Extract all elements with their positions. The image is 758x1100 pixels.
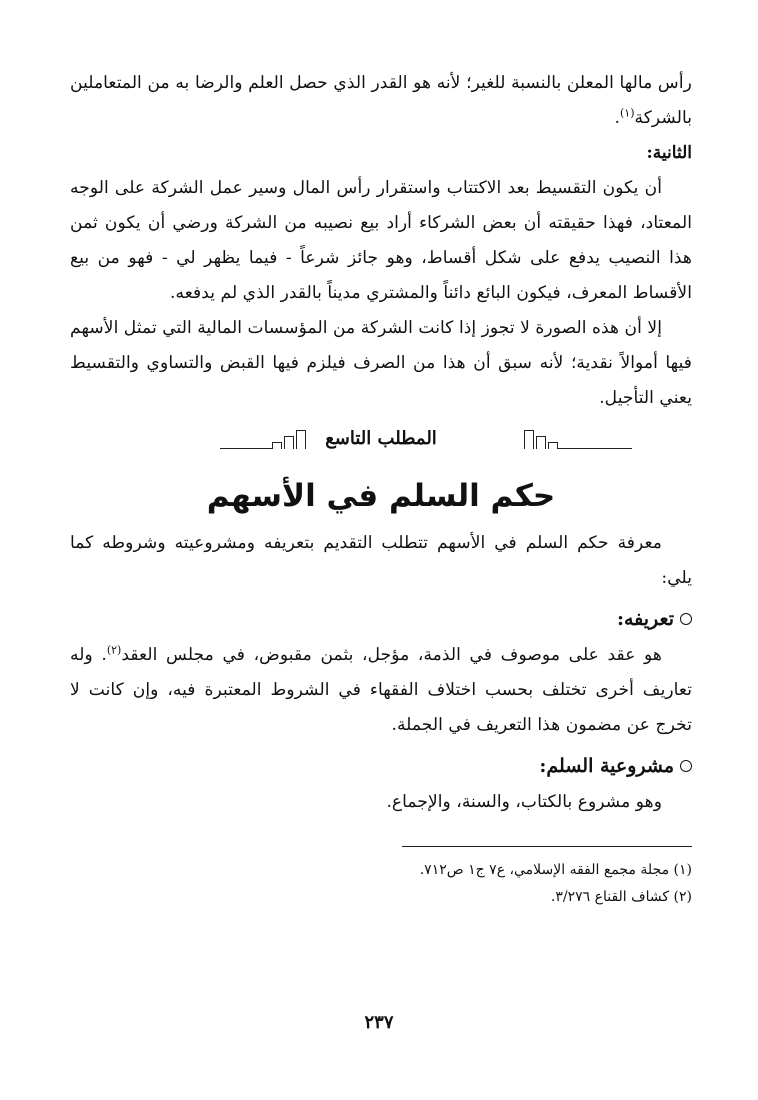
subheading-definition-text: تعريفه:	[616, 608, 674, 630]
circle-bullet-icon	[680, 613, 692, 625]
paragraph-definition-end: . وله تعاريف أخرى تختلف بحسب اختلاف الفقهاء في الشروط المعتبرة فيه، وإن كانت لا تخرج عن مضمون هذا التعريف في الجملة.	[70, 645, 692, 735]
paragraph-intro-end: .	[614, 108, 620, 128]
section-separator	[70, 422, 692, 472]
paragraph-intro	[70, 66, 692, 136]
footnote-ref-1[interactable]: (١)	[620, 106, 635, 120]
page-number: ٢٣٧	[364, 1012, 394, 1033]
footnote-number: (١)	[673, 862, 692, 878]
paragraph-third: إلا أن هذه الصورة لا تجوز إذا كانت الشركة من المؤسسات المالية التي تمثل الأسهم فيها أموالاً نقدية؛ لأنه سبق أن هذا من الصرف فيلزم فيها القبض والتساوي والتقسيط يعني التأجيل.	[70, 318, 692, 408]
paragraph-second: أن يكون التقسيط بعد الاكتتاب واستقرار رأس المال وسير عمل الشركة على الوجه المعتاد، فهذا حقيقته أن بعض الشركاء أراد بيع نصيبه من الشركة ورضي أن يكون ثمن هذا النصيب يدفع على شكل أقساط، وهو جائز شرعاً - فيما يظهر لي - فهو من بيع الأقساط المعرف، فيكون البائع دائناً والمشتري مديناً بالقدر الذي لم يدفعه.	[70, 178, 692, 303]
subheading-legitimacy-text: مشروعية السلم:	[539, 755, 674, 777]
chapter-title: حكم السلم في الأسهم	[206, 478, 556, 514]
section-label: المطلب التاسع	[325, 428, 437, 449]
footnote-item	[70, 857, 692, 884]
paragraph-legitimacy: وهو مشروع بالكتاب، والسنة، والإجماع.	[386, 792, 662, 812]
paragraph-definition	[70, 638, 692, 743]
subheading-definition	[70, 600, 692, 638]
footnote-item	[70, 884, 692, 911]
paragraph-definition-text: هو عقد على موصوف في الذمة، مؤجل، بثمن مقبوض، في مجلس العقد	[121, 645, 662, 665]
footnote-text: مجلة مجمع الفقه الإسلامي، ع٧ ج١ ص٧١٢.	[419, 862, 670, 878]
footnote-text: كشاف القناع ٣/٢٧٦.	[550, 889, 670, 905]
footnote-ref-2[interactable]: (٢)	[106, 643, 122, 657]
paragraph-salam-intro: معرفة حكم السلم في الأسهم تتطلب التقديم بتعريفه ومشروعيته وشروطه كما يلي:	[70, 533, 692, 588]
circle-bullet-icon	[680, 760, 692, 772]
subheading-legitimacy	[70, 747, 692, 785]
footnote-number: (٢)	[673, 889, 692, 905]
paragraph-intro-text: رأس مالها المعلن بالنسبة للغير؛ لأنه هو القدر الذي حصل العلم والرضا به من المتعاملين بالشركة	[70, 73, 692, 128]
footnote-divider	[402, 846, 692, 847]
heading-second: الثانية:	[646, 143, 692, 163]
separator-line-left	[220, 448, 272, 449]
ornament-icon-left	[272, 431, 306, 449]
page-content	[70, 66, 692, 911]
